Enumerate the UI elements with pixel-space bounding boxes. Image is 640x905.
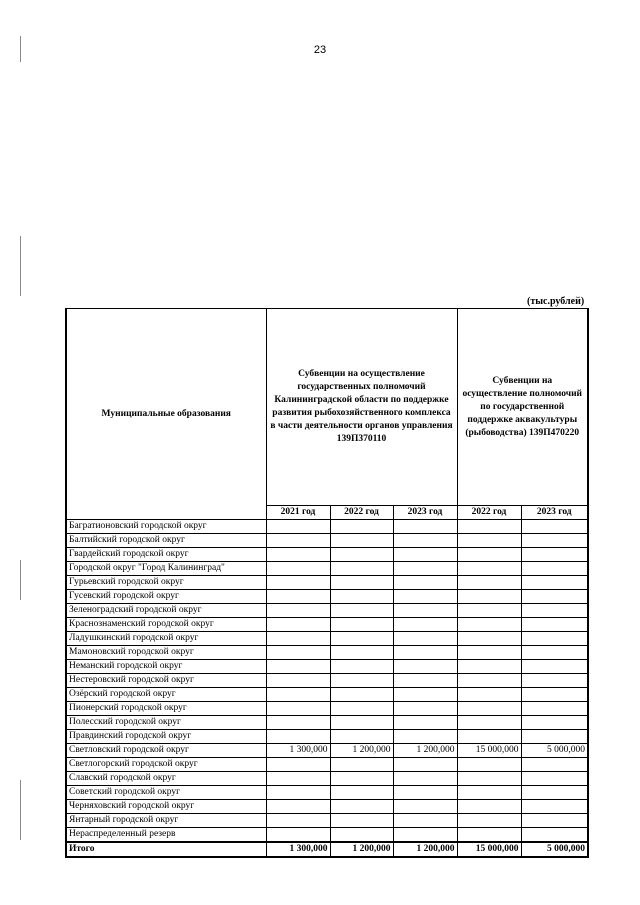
table-row	[66, 828, 588, 843]
table-row	[66, 702, 588, 716]
value-cell	[266, 548, 330, 562]
header-municipality: Муниципальные образования	[66, 309, 266, 520]
table-row	[66, 618, 588, 632]
municipality-name: Светловский городской округ	[66, 744, 266, 758]
value-cell	[330, 758, 393, 772]
value-cell	[266, 758, 330, 772]
table-row	[66, 604, 588, 618]
municipality-name: Гвардейский городской округ	[66, 548, 266, 562]
value-cell: 1 200,000	[330, 842, 393, 857]
value-cell	[330, 576, 393, 590]
value-cell	[393, 576, 457, 590]
value-cell	[521, 576, 588, 590]
value-cell	[521, 590, 588, 604]
table-row	[66, 520, 588, 534]
table-row	[66, 786, 588, 800]
value-cell	[521, 534, 588, 548]
header-year: 2023 год	[521, 506, 588, 520]
municipality-name: Неманский городской округ	[66, 660, 266, 674]
value-cell	[266, 618, 330, 632]
value-cell	[330, 548, 393, 562]
municipality-name: Ладушкинский городской округ	[66, 632, 266, 646]
value-cell	[330, 828, 393, 843]
value-cell	[266, 632, 330, 646]
total-row	[66, 842, 588, 857]
municipality-name: Правдинский городской округ	[66, 730, 266, 744]
value-cell	[330, 800, 393, 814]
municipality-name: Янтарный городской округ	[66, 814, 266, 828]
header-year: 2021 год	[266, 506, 330, 520]
municipality-name: Светлогорский городской округ	[66, 758, 266, 772]
value-cell: 5 000,000	[521, 842, 588, 857]
table-row	[66, 534, 588, 548]
municipality-name: Мамоновский городской округ	[66, 646, 266, 660]
value-cell	[457, 576, 521, 590]
table-row	[66, 814, 588, 828]
value-cell: 15 000,000	[457, 744, 521, 758]
value-cell: 1 200,000	[393, 842, 457, 857]
value-cell	[457, 548, 521, 562]
value-cell	[330, 702, 393, 716]
value-cell	[393, 702, 457, 716]
value-cell	[457, 828, 521, 843]
value-cell	[330, 772, 393, 786]
value-cell	[393, 828, 457, 843]
value-cell	[521, 548, 588, 562]
value-cell: 5 000,000	[521, 744, 588, 758]
header-group-fishery: Субвенции на осуществление государственных полномочий Калининградской области по поддержке развития рыбохозяйственного комплекса в части деятельности органов управления 139П370110	[266, 309, 457, 506]
value-cell	[393, 548, 457, 562]
value-cell	[521, 730, 588, 744]
value-cell	[457, 702, 521, 716]
value-cell	[521, 618, 588, 632]
value-cell	[330, 660, 393, 674]
value-cell	[266, 576, 330, 590]
value-cell	[521, 702, 588, 716]
table-row	[66, 758, 588, 772]
table-row	[66, 772, 588, 786]
value-cell	[266, 534, 330, 548]
value-cell	[521, 828, 588, 843]
table-row	[66, 674, 588, 688]
table-row	[66, 562, 588, 576]
municipality-name: Багратионовский городской округ	[66, 520, 266, 534]
value-cell	[266, 730, 330, 744]
value-cell	[393, 800, 457, 814]
value-cell	[457, 772, 521, 786]
margin-mark	[20, 36, 21, 62]
value-cell	[330, 562, 393, 576]
municipality-name: Гурьевский городской округ	[66, 576, 266, 590]
header-group-aquaculture: Субвенции на осуществление полномочий по государственной поддержке аквакультуры (рыбоводства) 139П470220	[457, 309, 588, 506]
municipality-name: Нестеровский городской округ	[66, 674, 266, 688]
value-cell	[521, 604, 588, 618]
value-cell	[457, 814, 521, 828]
value-cell: 1 300,000	[266, 744, 330, 758]
value-cell	[266, 660, 330, 674]
value-cell: 1 200,000	[393, 744, 457, 758]
value-cell	[266, 604, 330, 618]
municipality-name: Нераспределенный резерв	[66, 828, 266, 843]
value-cell: 15 000,000	[457, 842, 521, 857]
value-cell	[266, 828, 330, 843]
value-cell	[521, 562, 588, 576]
value-cell	[521, 660, 588, 674]
value-cell	[521, 646, 588, 660]
value-cell	[330, 674, 393, 688]
table-row	[66, 688, 588, 702]
municipality-name: Озёрский городской округ	[66, 688, 266, 702]
value-cell	[266, 786, 330, 800]
value-cell	[393, 618, 457, 632]
value-cell	[330, 786, 393, 800]
value-cell	[457, 800, 521, 814]
value-cell	[266, 646, 330, 660]
value-cell	[266, 674, 330, 688]
value-cell	[393, 772, 457, 786]
value-cell	[330, 618, 393, 632]
municipality-name: Краснознаменский городской округ	[66, 618, 266, 632]
value-cell	[266, 688, 330, 702]
value-cell	[457, 604, 521, 618]
value-cell	[266, 702, 330, 716]
value-cell	[266, 800, 330, 814]
value-cell	[393, 632, 457, 646]
value-cell	[457, 674, 521, 688]
value-cell	[393, 688, 457, 702]
value-cell	[521, 716, 588, 730]
value-cell	[457, 520, 521, 534]
value-cell	[393, 520, 457, 534]
value-cell	[457, 758, 521, 772]
value-cell	[330, 730, 393, 744]
value-cell	[457, 618, 521, 632]
value-cell	[393, 660, 457, 674]
value-cell	[521, 758, 588, 772]
municipality-name: Славский городской округ	[66, 772, 266, 786]
header-year: 2023 год	[393, 506, 457, 520]
value-cell	[457, 660, 521, 674]
municipality-name: Зеленоградский городской округ	[66, 604, 266, 618]
municipality-name: Советский городской округ	[66, 786, 266, 800]
table-row	[66, 576, 588, 590]
value-cell	[330, 814, 393, 828]
value-cell	[330, 716, 393, 730]
value-cell	[393, 646, 457, 660]
value-cell	[266, 716, 330, 730]
value-cell	[330, 534, 393, 548]
value-cell	[393, 758, 457, 772]
value-cell	[457, 646, 521, 660]
value-cell	[330, 520, 393, 534]
value-cell	[521, 674, 588, 688]
value-cell	[457, 562, 521, 576]
table-row	[66, 590, 588, 604]
value-cell	[330, 646, 393, 660]
margin-mark	[20, 236, 21, 296]
value-cell	[521, 520, 588, 534]
header-year: 2022 год	[330, 506, 393, 520]
value-cell	[266, 562, 330, 576]
value-cell	[393, 590, 457, 604]
value-cell	[393, 716, 457, 730]
value-cell	[457, 534, 521, 548]
value-cell: 1 300,000	[266, 842, 330, 857]
subsidy-table	[65, 308, 589, 858]
value-cell	[266, 520, 330, 534]
municipality-name: Черняховский городской округ	[66, 800, 266, 814]
value-cell	[521, 688, 588, 702]
table-row	[66, 730, 588, 744]
value-cell	[521, 772, 588, 786]
municipality-name: Пионерский городской округ	[66, 702, 266, 716]
value-cell	[457, 730, 521, 744]
value-cell	[457, 786, 521, 800]
value-cell	[330, 590, 393, 604]
value-cell	[393, 730, 457, 744]
value-cell	[457, 716, 521, 730]
margin-mark	[20, 780, 21, 840]
value-cell	[393, 786, 457, 800]
table-row	[66, 800, 588, 814]
municipality-name: Городской округ "Город Калининград"	[66, 562, 266, 576]
value-cell	[393, 604, 457, 618]
value-cell	[521, 632, 588, 646]
table-row	[66, 744, 588, 758]
value-cell: 1 200,000	[330, 744, 393, 758]
municipality-name: Балтийский городской округ	[66, 534, 266, 548]
value-cell	[521, 814, 588, 828]
value-cell	[393, 814, 457, 828]
value-cell	[266, 814, 330, 828]
value-cell	[330, 688, 393, 702]
table-row	[66, 632, 588, 646]
margin-mark	[20, 560, 21, 600]
value-cell	[521, 800, 588, 814]
value-cell	[457, 632, 521, 646]
value-cell	[330, 604, 393, 618]
value-cell	[521, 786, 588, 800]
municipality-name: Гусевский городской округ	[66, 590, 266, 604]
value-cell	[266, 590, 330, 604]
value-cell	[330, 632, 393, 646]
table-row	[66, 548, 588, 562]
value-cell	[393, 534, 457, 548]
table-row	[66, 660, 588, 674]
value-cell	[266, 772, 330, 786]
units-label: (тыс.рублей)	[527, 296, 585, 307]
value-cell	[457, 688, 521, 702]
municipality-name: Полесский городской округ	[66, 716, 266, 730]
page-number: 23	[313, 44, 327, 56]
value-cell	[393, 562, 457, 576]
header-year: 2022 год	[457, 506, 521, 520]
value-cell	[457, 590, 521, 604]
value-cell	[393, 674, 457, 688]
table-row	[66, 646, 588, 660]
total-label: Итого	[66, 842, 266, 857]
table-row	[66, 716, 588, 730]
